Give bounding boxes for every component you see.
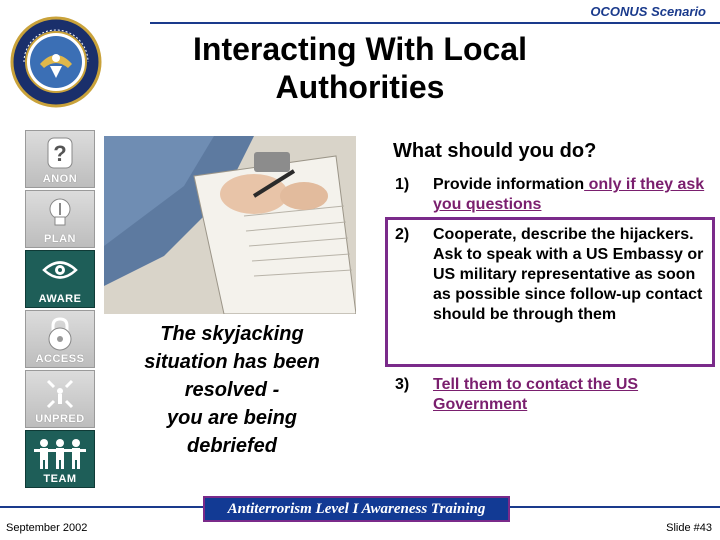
arrows-icon [40,377,80,411]
question-mark-icon [47,137,73,169]
sidebar-item-label: TEAM [43,473,77,485]
title-line-1: Interacting With Local [193,31,527,67]
padlock-icon [46,317,74,351]
dod-seal [10,16,102,108]
eye-icon [42,257,78,283]
debrief-photo [104,136,356,314]
sidebar-item-label: ANON [42,173,78,185]
lightbulb-icon [48,197,72,229]
sidebar-item-plan[interactable] [25,190,95,248]
training-banner: Antiterrorism Level I Awareness Training [203,496,510,522]
sidebar-item-label: PLAN [44,233,76,245]
page-title [150,30,570,106]
footer-rule-right [510,506,720,508]
caption-line: you are being [166,407,298,429]
option-1-text: Provide information [433,176,585,193]
sidebar-item-label: ACCESS [35,353,85,365]
option-3-number: 3) [395,376,410,393]
sidebar-item-anon[interactable] [25,130,95,188]
sidebar-item-label: UNPRED [35,413,85,425]
option-1-number: 1) [395,176,410,193]
caption-line: situation has been [144,351,320,373]
team-people-icon [32,437,88,471]
svg-text:?: ? [53,141,67,166]
option-1-link[interactable]: only if they ask you questions [433,176,705,213]
slide-number: Slide #43 [666,522,712,534]
footer-rule-left [0,506,203,508]
sidebar-item-access[interactable] [25,310,95,368]
caption-line: debriefed [186,435,278,457]
option-3-link[interactable]: Tell them to contact the US Government [433,376,639,413]
title-line-2: Authorities [275,69,445,105]
sidebar-item-aware[interactable] [25,250,95,308]
caption-line: The skyjacking [160,323,304,345]
caption-line: resolved - [184,379,280,401]
footer-date: September 2002 [6,522,88,534]
sidebar-item-team[interactable] [25,430,95,488]
option-2-text: Cooperate, describe the hijackers. Ask to speak with a US Embassy or US military representative as soon as possible since follow-up contact should be through them [433,226,704,323]
option-1[interactable] [433,175,713,215]
option-3[interactable] [433,375,713,415]
scenario-caption [112,320,352,460]
option-2-number: 2) [395,226,410,243]
sidebar-item-label: AWARE [38,293,82,305]
sidebar-item-unpred[interactable] [25,370,95,428]
scenario-tag: OCONUS Scenario [590,4,706,19]
question-heading: What should you do? [393,140,597,162]
header-rule [150,22,720,24]
selected-option-highlight [385,217,715,367]
